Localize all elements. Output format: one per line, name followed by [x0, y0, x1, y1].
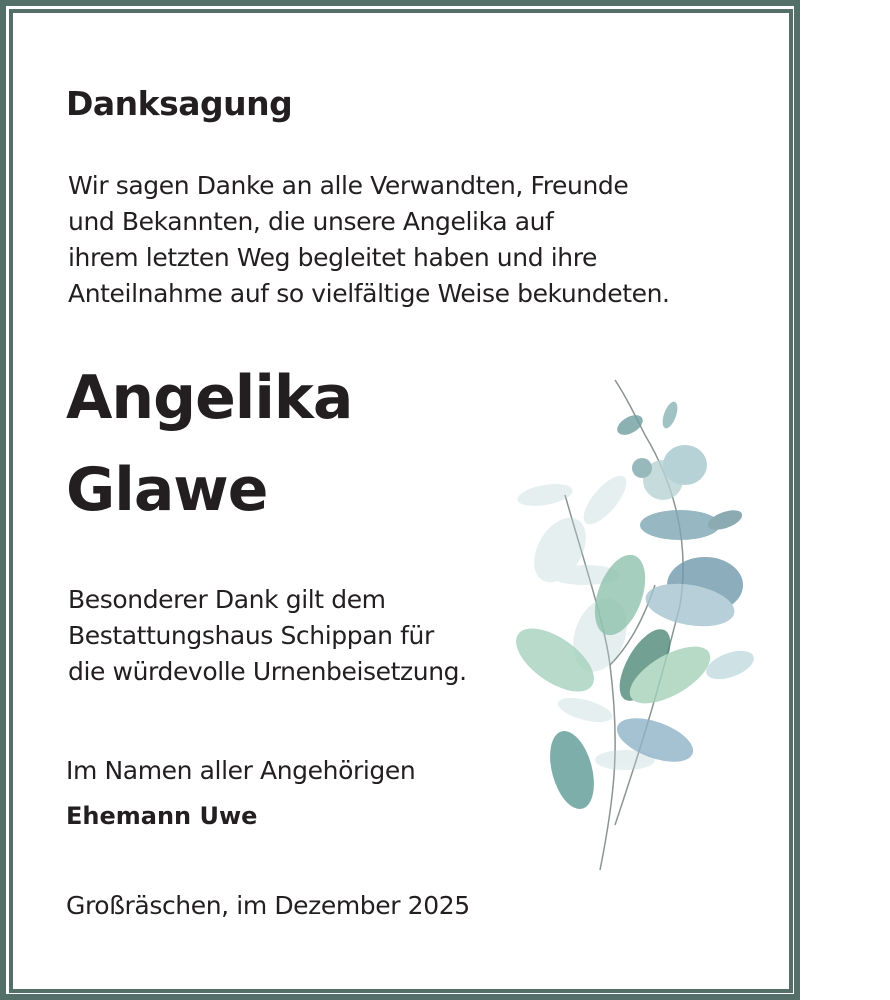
intro-line: Anteilnahme auf so vielfältige Weise bekundeten. [68, 279, 670, 308]
intro-line: und Bekannten, die unsere Angelika auf [68, 207, 554, 236]
place-date: Großräschen, im Dezember 2025 [66, 891, 470, 920]
first-name: Angelika [66, 363, 353, 433]
thanks-line: Bestattungshaus Schippan für [68, 621, 434, 650]
thanks-line: die würdevolle Urnenbeisetzung. [68, 657, 467, 686]
eucalyptus-illustration [505, 365, 765, 880]
heading: Danksagung [66, 84, 293, 123]
intro-line: Wir sagen Danke an alle Verwandten, Freunde [68, 171, 629, 200]
deceased-name [66, 352, 352, 536]
intro-line: ihrem letzten Weg begleitet haben und ihre [68, 243, 598, 272]
intro-text [68, 168, 670, 312]
thanks-line: Besonderer Dank gilt dem [68, 585, 386, 614]
special-thanks [68, 582, 467, 690]
signature-line: Im Namen aller Angehörigen [66, 756, 416, 785]
last-name: Glawe [66, 455, 268, 525]
signature-name: Ehemann Uwe [66, 802, 258, 830]
